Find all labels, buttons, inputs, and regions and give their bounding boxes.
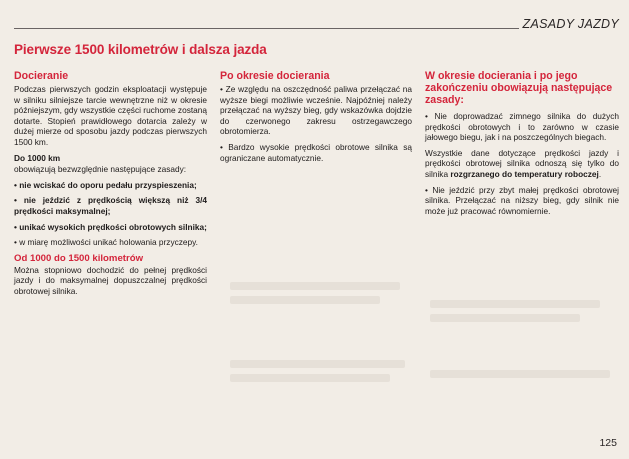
rule-item: • nie jeździć z prędkością większą niż 3/4 prędkości maksymalnej;	[14, 195, 207, 216]
paragraph-text: Wszystkie dane dotyczące prędkości jazdy i prędkości obrotowej silnika odnoszą się tylko do silnika	[425, 147, 619, 179]
bleed-through-block	[230, 282, 400, 290]
intro-paragraph: Podczas pierwszych godzin eksploatacji występuje w silniku silniejsze tarcie wewnętrzne niż w okresie późniejszym, gdy wszystkie części ruchome zostaną dotarte. Stopień prawidłowego dotarcia zależy w dużej mierze od sposobu jazdy podczas pierwszych 1500 km.	[14, 84, 207, 147]
subheading-do-1000: Do 1000 km	[14, 152, 61, 163]
paragraph-text: .	[598, 168, 602, 179]
page-number: 125	[599, 437, 617, 449]
bleed-through-block	[430, 314, 580, 322]
tip-item: • Bardzo wysokie prędkości obrotowe silnika są ograniczane automatycznie.	[220, 141, 412, 163]
bleed-through-block	[430, 300, 600, 308]
heading-po-okresie: Po okresie docierania	[220, 70, 330, 82]
bleed-through-block	[230, 374, 390, 382]
engine-temp-paragraph	[425, 148, 619, 180]
section-title: ZASADY JAZDY	[522, 17, 619, 31]
heading-docieranie: Docieranie	[14, 70, 69, 82]
column-right	[425, 70, 619, 221]
heading-w-okresie: W okresie docierania i po jego zakończeniu obowiązują następujące zasady:	[425, 70, 613, 106]
column-middle	[220, 70, 412, 168]
bleed-through-block	[430, 370, 610, 378]
column-left	[14, 70, 207, 302]
subheading-1000-1500: Od 1000 do 1500 kilometrów	[14, 252, 144, 264]
bleed-through-block	[230, 296, 380, 304]
tip-item: • Nie doprowadzać zimnego silnika do dużych prędkości obrotowych i to zarówno w czasie jałowego biegu, jak i na poszczególnych biegach.	[425, 111, 619, 143]
bleed-through-block	[230, 360, 405, 368]
tip-item: • Ze względu na oszczędność paliwa przełączać na wyższe biegi możliwie wcześnie. Najpóźniej należy przełączać na wyższy bieg, gdy wskazówka dojdzie do czerwonego zakresu ostrzegawczego obrotomierza.	[220, 84, 412, 137]
rule-item: • unikać wysokich prędkości obrotowych silnika;	[14, 221, 207, 232]
emphasis-text: rozgrzanego do temperatury roboczej	[450, 168, 599, 179]
obligation-text: obowiązują bezwzględnie następujące zasady:	[14, 164, 187, 175]
header-rule	[14, 28, 519, 29]
rule-item: • nie wciskać do oporu pedału przyspieszenia;	[14, 179, 197, 190]
page-title: Pierwsze 1500 kilometrów i dalsza jazda	[14, 42, 267, 57]
tip-item: • Nie jeździć przy zbyt małej prędkości obrotowej silnika. Przełączać na niższy bieg, gdy silnik nie może już pracować równomiernie.	[425, 184, 619, 216]
rule-item: • w miarę możliwości unikać holowania przyczepy.	[14, 237, 198, 248]
outro-paragraph: Można stopniowo dochodzić do pełnej prędkości jazdy i do maksymalnej dopuszczalnej prędkości obrotowej silnika.	[14, 264, 207, 296]
